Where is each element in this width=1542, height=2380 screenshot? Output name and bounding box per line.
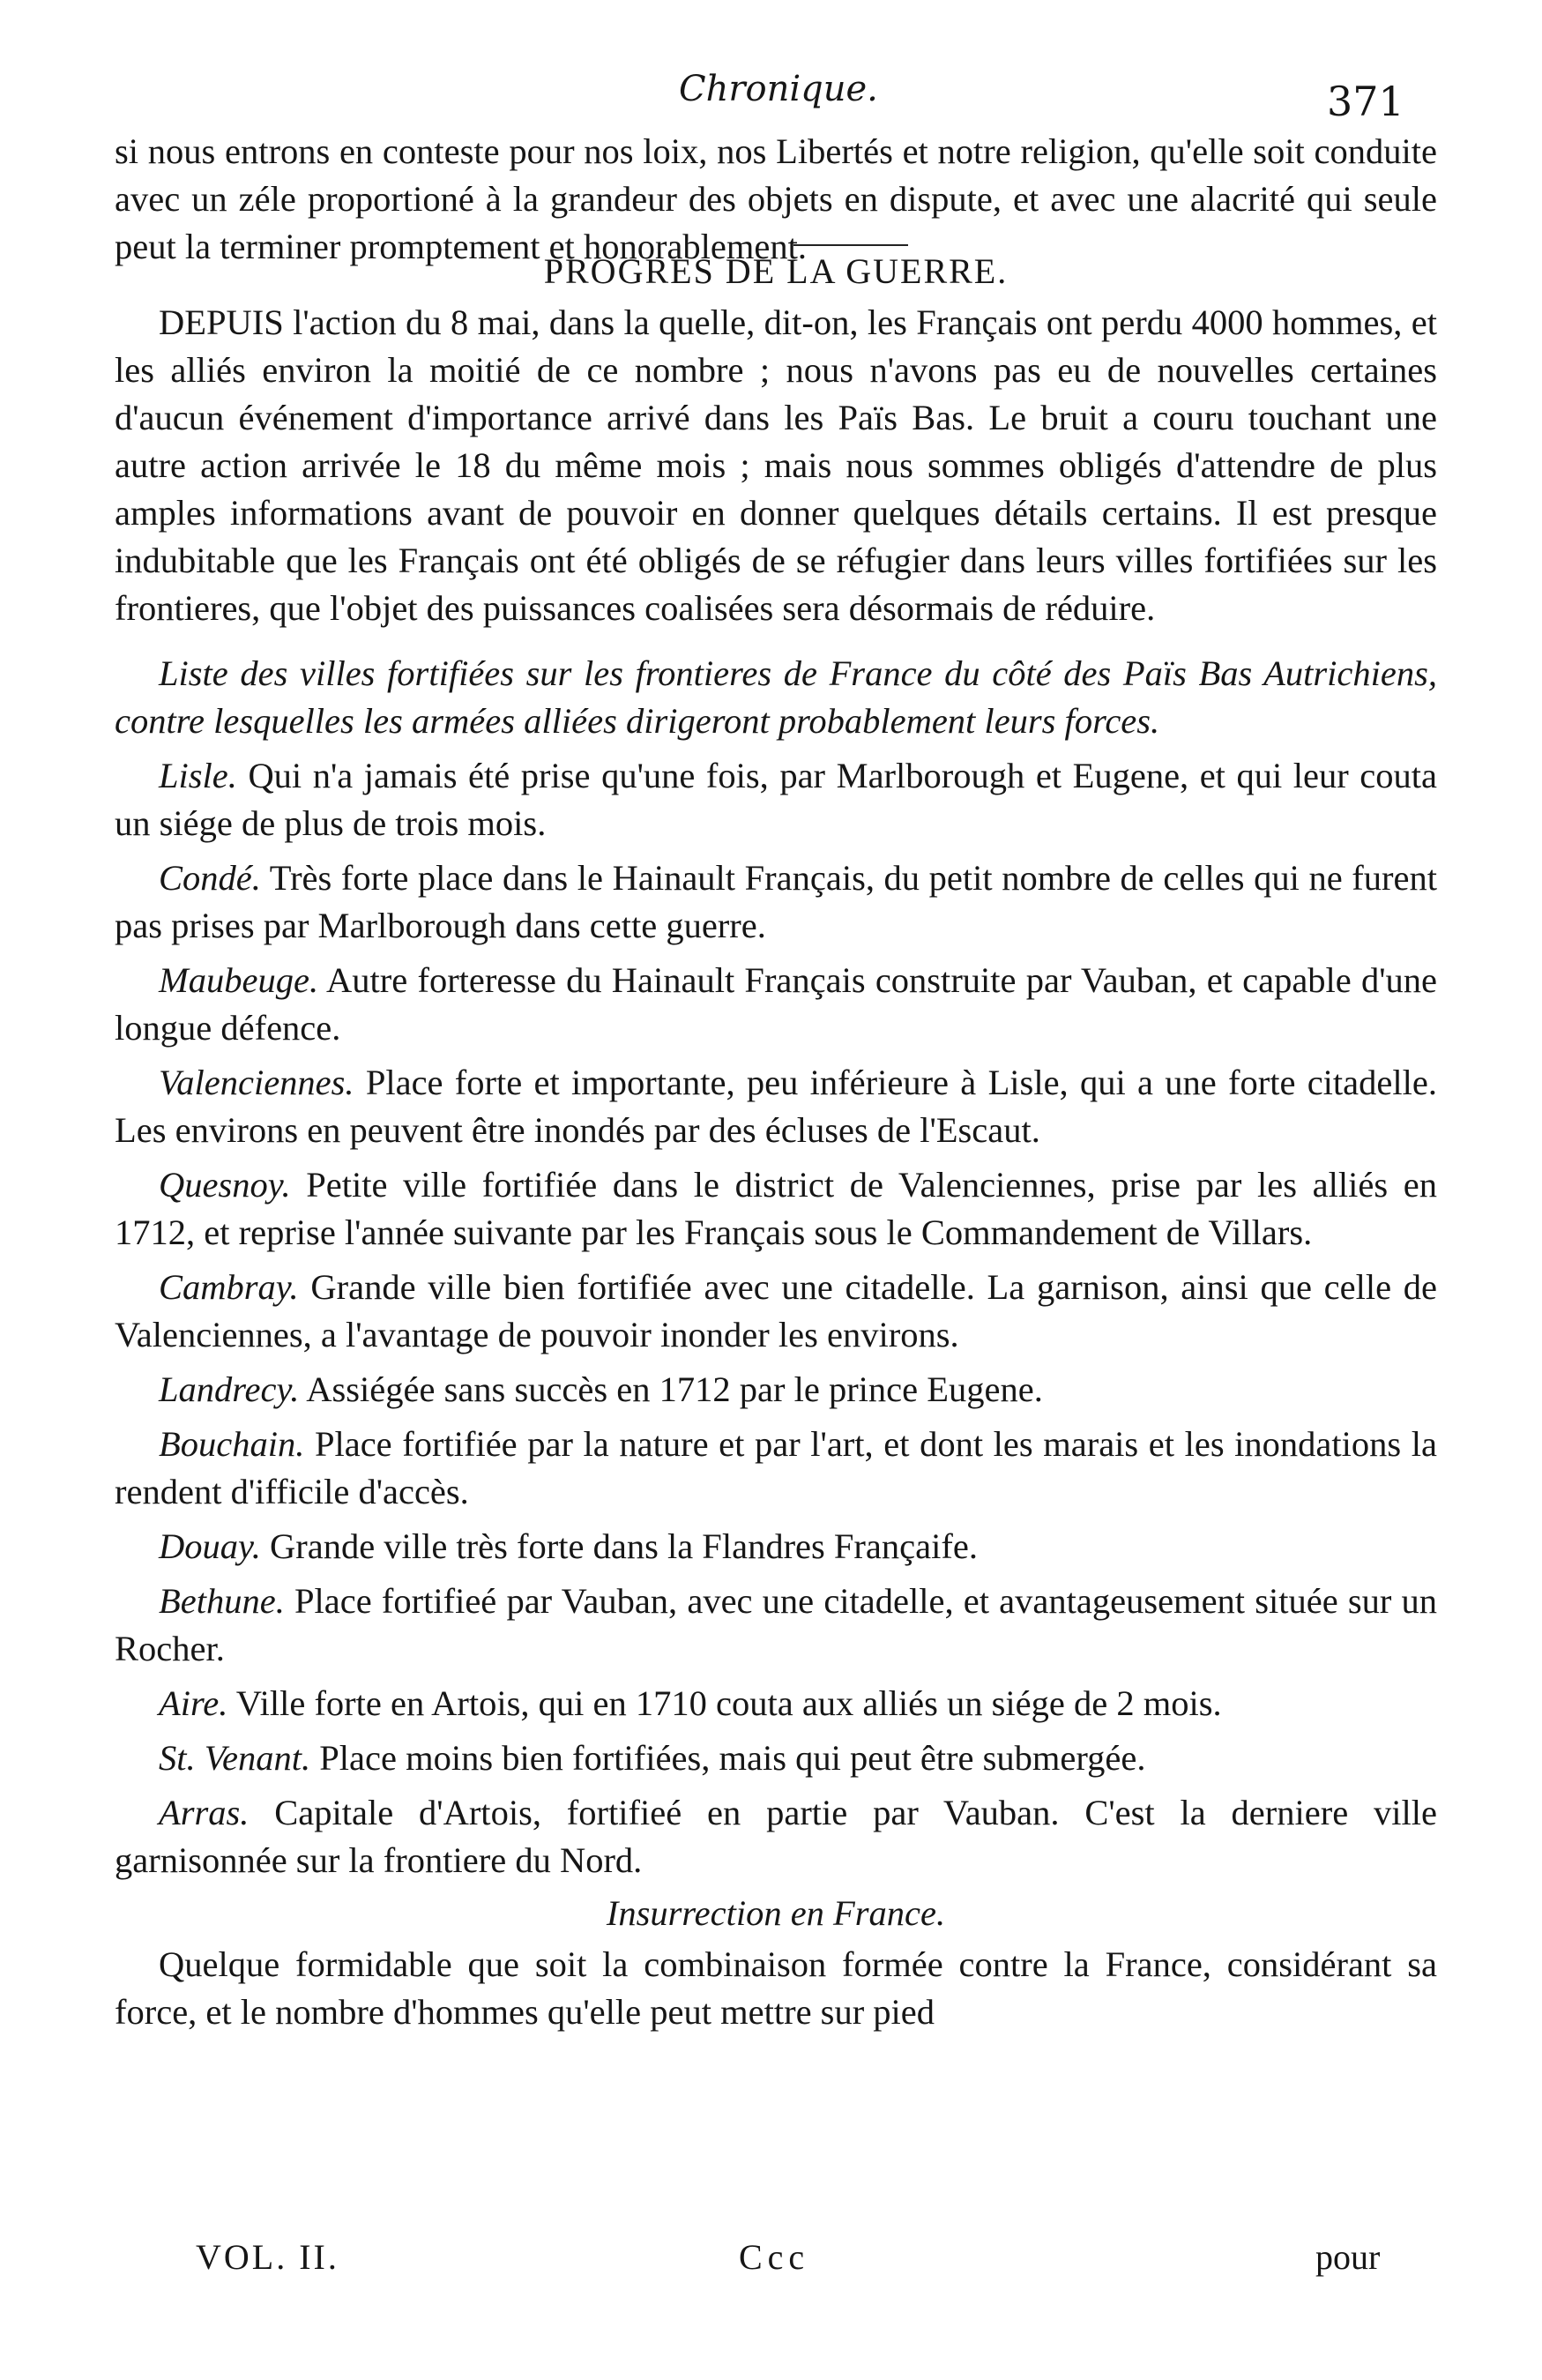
town-entry (115, 1735, 1437, 1782)
page-footer (0, 2236, 1542, 2289)
town-description: Place fortifiée par la nature et par l'art, et dont les marais et les inondations la rendent d'ifficile d'accès. (115, 1424, 1437, 1511)
section-heading: PROGRES DE LA GUERRE. (543, 251, 1009, 291)
subsection-heading: Insurrection en France. (606, 1893, 946, 1933)
intro-paragraph: si nous entrons en conteste pour nos loix, nos Libertés et notre religion, qu'elle soit conduite avec un zéle proportioné à la grandeur des objets en dispute, et avec une alacrité qui seule peut la terminer promptement et honorablement. (115, 131, 1437, 266)
town-description: Place moins bien fortifiées, mais qui peut être submergée. (319, 1738, 1146, 1778)
town-entry (115, 1578, 1437, 1673)
town-entry (115, 1421, 1437, 1516)
town-description: Autre forteresse du Hainault Français construite par Vauban, et capable d'une longue défence. (115, 960, 1437, 1048)
town-description: Petite ville fortifiée dans le district de Valenciennes, prise par les alliés en 1712, et reprise l'année suivante par les Français sous le Commandement de Villars. (115, 1165, 1438, 1252)
town-name: Landrecy. (159, 1369, 300, 1409)
town-description: Capitale d'Artois, fortifieé en partie par Vauban. C'est la derniere ville garnisonnée sur la frontiere du Nord. (115, 1793, 1438, 1880)
signature-mark: Ccc (739, 2237, 810, 2277)
town-description: Grande ville très forte dans la Flandres Françaife. (270, 1526, 978, 1566)
town-entry (115, 854, 1437, 950)
insurrection-paragraph: Quelque formidable que soit la combinaison formée contre la France, considérant sa force, et le nombre d'hommes qu'elle peut mettre sur pied (115, 1944, 1437, 2032)
town-entry (115, 957, 1437, 1052)
catchword: pour (1315, 2237, 1381, 2277)
town-name: Bethune. (159, 1581, 285, 1621)
town-name: St. Venant. (159, 1738, 311, 1778)
town-entry (115, 1789, 1437, 1884)
town-name: Aire. (159, 1683, 228, 1723)
volume-label: VOL. II. (196, 2237, 339, 2277)
town-description: Très forte place dans le Hainault Français, du petit nombre de celles qui ne furent pas prises par Marlborough dans cette guerre. (115, 858, 1437, 945)
town-name: Maubeuge. (159, 960, 319, 1000)
town-name: Quesnoy. (159, 1165, 291, 1205)
town-description: Grande ville bien fortifiée avec une citadelle. La garnison, ainsi que celle de Valenciennes, a l'avantage de pouvoir inonder les environs. (115, 1267, 1438, 1354)
town-description: Place fortifieé par Vauban, avec une citadelle, et avantageusement située sur un Rocher. (115, 1581, 1437, 1668)
page-body (115, 128, 1437, 2036)
section-divider (793, 244, 908, 246)
town-description: Qui n'a jamais été prise qu'une fois, par Marlborough et Eugene, et qui leur couta un siége de plus de trois mois. (115, 756, 1437, 843)
town-name: Condé. (159, 858, 261, 898)
town-description: Place forte et importante, peu inférieure à Lisle, qui a une forte citadelle. Les environs en peuvent être inondés par des écluses de l'Escaut. (115, 1063, 1437, 1150)
town-list (115, 752, 1437, 1884)
running-title: Chronique. (679, 69, 878, 109)
town-description: Assiégée sans succès en 1712 par le prince Eugene. (306, 1369, 1043, 1409)
town-entry (115, 1161, 1437, 1257)
town-description: Ville forte en Artois, qui en 1710 couta aux alliés un siége de 2 mois. (235, 1683, 1222, 1723)
town-entry (115, 1523, 1437, 1571)
town-entry (115, 752, 1437, 847)
town-entry (115, 1059, 1437, 1154)
town-entry (115, 1366, 1437, 1414)
town-entry (115, 1264, 1437, 1359)
town-name: Lisle. (159, 756, 237, 795)
town-list-intro: Liste des villes fortifiées sur les frontieres de France du côté des Païs Bas Autrichiens, contre lesquelles les armées alliées dirigeront probablement leurs forces. (115, 653, 1437, 741)
town-name: Cambray. (159, 1267, 299, 1307)
town-name: Arras. (159, 1793, 250, 1832)
town-entry (115, 1680, 1437, 1727)
town-name: Douay. (159, 1526, 261, 1566)
town-name: Valenciennes. (159, 1063, 354, 1102)
town-name: Bouchain. (159, 1424, 305, 1464)
war-progress-paragraph: DEPUIS l'action du 8 mai, dans la quelle, dit-on, les Français ont perdu 4000 hommes, et les alliés environ la moitié de ce nombre ; nous n'avons pas eu de nouvelles certaines d'aucun événement d'importance arrivé dans les Païs Bas. Le bruit a couru touchant une autre action arrivée le 18 du même mois ; mais nous sommes obligés d'attendre de plus amples informations avant de pouvoir en donner quelques détails certains. Il est presque indubitable que les Français ont été obligés de se réfugier dans leurs villes fortifiées sur les frontieres, que l'objet des puissances coalisées sera désormais de réduire. (115, 302, 1437, 628)
page-number: 371 (1327, 78, 1404, 125)
